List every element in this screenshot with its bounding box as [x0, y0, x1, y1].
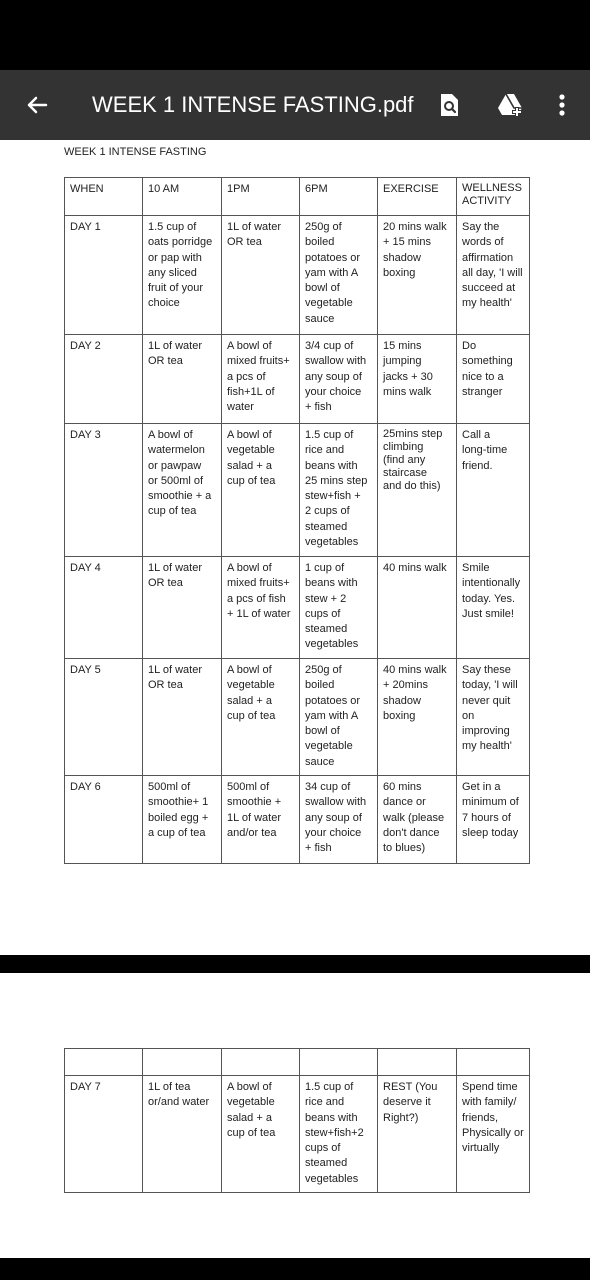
table-cell [457, 1049, 530, 1076]
add-to-drive-icon[interactable] [495, 90, 525, 120]
table-cell: A bowl of vegetable salad + a cup of tea [222, 659, 300, 776]
table-cell: 1 cup of beans with stew + 2 cups of steamed vegetables [300, 557, 378, 659]
table-cell: 34 cup of swallow with any soup of your choice + fish [300, 776, 378, 864]
table-header-row [65, 178, 530, 216]
table-cell: Spend time with family/ friends, Physically or virtually [457, 1076, 530, 1193]
table-cell: DAY 6 [65, 776, 143, 864]
table-cell: A bowl of mixed fruits+ a pcs of fish + 1L of water [222, 557, 300, 659]
header-cell: 1PM [222, 178, 300, 216]
table-cell: DAY 7 [65, 1076, 143, 1193]
table-cell: 15 mins jumping jacks + 30 mins walk [378, 335, 457, 424]
table-row [65, 659, 530, 776]
table-cell [143, 1049, 222, 1076]
page-separator [0, 955, 590, 973]
page-heading: WEEK 1 INTENSE FASTING [64, 146, 207, 158]
table-cell: Do something nice to a stranger [457, 335, 530, 424]
table-cell: 1L of water OR tea [143, 335, 222, 424]
schedule-table [64, 177, 530, 864]
table-row [65, 1076, 530, 1193]
table-cell: Smile intentionally today. Yes. Just smile! [457, 557, 530, 659]
table-cell: 60 mins dance or walk (please don't dance to blues) [378, 776, 457, 864]
table-row [65, 216, 530, 335]
table-cell [222, 1049, 300, 1076]
pdf-page-1 [0, 140, 590, 955]
table-cell: Get in a minimum of 7 hours of sleep today [457, 776, 530, 864]
table-cell: REST (You deserve it Right?) [378, 1076, 457, 1193]
table-cell: 1.5 cup of rice and beans with stew+fish+2 cups of steamed vegetables [300, 1076, 378, 1193]
table-cell: A bowl of vegetable salad + a cup of tea [222, 1076, 300, 1193]
table-cell: A bowl of mixed fruits+ a pcs of fish+1L of water [222, 335, 300, 424]
table-row [65, 1049, 530, 1076]
table-cell: DAY 5 [65, 659, 143, 776]
table-row [65, 776, 530, 864]
table-cell: 1L of tea or/and water [143, 1076, 222, 1193]
table-cell: Say these today, 'I will never quit on improving my health' [457, 659, 530, 776]
pdf-page-2 [0, 973, 590, 1258]
table-cell [378, 1049, 457, 1076]
table-cell: DAY 3 [65, 424, 143, 557]
table-cell: Call a long-time friend. [457, 424, 530, 557]
status-bar [0, 0, 590, 70]
table-cell: 40 mins walk + 20mins shadow boxing [378, 659, 457, 776]
table-cell: 40 mins walk [378, 557, 457, 659]
table-cell: 250g of boiled potatoes or yam with A bowl of vegetable sauce [300, 216, 378, 335]
table-cell: 1L of water OR tea [143, 557, 222, 659]
bottom-bar [0, 1258, 590, 1280]
arrow-back-icon[interactable] [22, 90, 52, 120]
header-cell: WHEN [65, 178, 143, 216]
table-cell: A bowl of watermelon or pawpaw or 500ml of smoothie + a cup of tea [143, 424, 222, 557]
table-cell [300, 1049, 378, 1076]
schedule-table-continued [64, 1048, 530, 1193]
table-row [65, 424, 530, 557]
table-cell: 25mins step climbing (find any staircase and do this) [378, 424, 457, 557]
table-cell: 250g of boiled potatoes or yam with A bowl of vegetable sauce [300, 659, 378, 776]
table-cell: 1.5 cup of oats porridge or pap with any sliced fruit of your choice [143, 216, 222, 335]
document-title: WEEK 1 INTENSE FASTING.pdf [92, 92, 414, 117]
table-cell: 1L of water OR tea [222, 216, 300, 335]
table-cell: A bowl of vegetable salad + a cup of tea [222, 424, 300, 557]
table-cell: 3/4 cup of swallow with any soup of your choice + fish [300, 335, 378, 424]
header-cell: WELLNESS ACTIVITY [457, 178, 530, 216]
table-cell: DAY 1 [65, 216, 143, 335]
table-cell: Say the words of affirmation all day, 'I will succeed at my health' [457, 216, 530, 335]
find-in-page-icon[interactable] [434, 90, 464, 120]
header-cell: 10 AM [143, 178, 222, 216]
table-cell: 1.5 cup of rice and beans with 25 mins step stew+fish + 2 cups of steamed vegetables [300, 424, 378, 557]
table-cell: DAY 2 [65, 335, 143, 424]
table-row [65, 335, 530, 424]
more-vert-icon[interactable] [547, 90, 577, 120]
table-cell: DAY 4 [65, 557, 143, 659]
table-cell: 500ml of smoothie + 1L of water and/or tea [222, 776, 300, 864]
header-cell: EXERCISE [378, 178, 457, 216]
table-cell: 20 mins walk + 15 mins shadow boxing [378, 216, 457, 335]
table-cell: 500ml of smoothie+ 1 boiled egg + a cup of tea [143, 776, 222, 864]
table-cell: 1L of water OR tea [143, 659, 222, 776]
table-row [65, 557, 530, 659]
pdf-viewer-toolbar [0, 70, 590, 140]
header-cell: 6PM [300, 178, 378, 216]
table-cell [65, 1049, 143, 1076]
